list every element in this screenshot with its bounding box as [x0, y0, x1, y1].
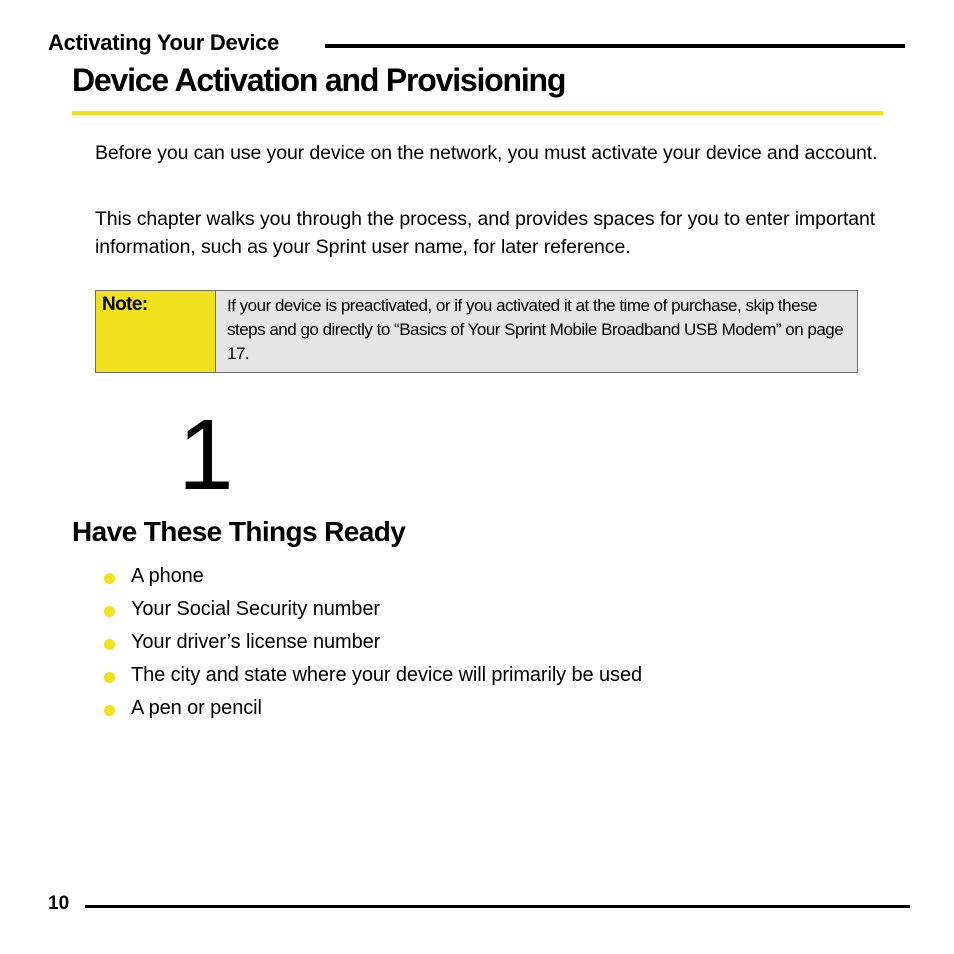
bullet-dot-icon: [104, 672, 115, 683]
page-number: 10: [48, 893, 70, 914]
list-item-text: A pen or pencil: [131, 697, 262, 719]
list-item: [104, 692, 642, 725]
running-header: Activating Your Device: [48, 30, 279, 55]
intro-paragraph-2: This chapter walks you through the process, and provides spaces for you to enter important information, such as your Sprint user name, for later reference.: [95, 208, 876, 258]
list-item-text: A phone: [131, 565, 204, 587]
note-box: [95, 290, 858, 373]
bullet-dot-icon: [104, 639, 115, 650]
header-rule: [325, 44, 905, 48]
footer-rule: [85, 905, 910, 908]
intro-paragraph-1: Before you can use your device on the network, you must activate your device and account.: [95, 142, 878, 164]
list-item: [104, 626, 642, 659]
ready-checklist: [104, 560, 642, 725]
page-title: Device Activation and Provisioning: [72, 62, 566, 98]
list-item: [104, 560, 642, 593]
bullet-dot-icon: [104, 573, 115, 584]
list-item-text: The city and state where your device will primarily be used: [131, 664, 642, 686]
bullet-dot-icon: [104, 606, 115, 617]
title-underline: [72, 111, 883, 115]
note-text: If your device is preactivated, or if you activated it at the time of purchase, skip these steps and go directly to “Basics of Your Sprint Mobile Broadband USB Modem” on page 17.: [227, 296, 844, 363]
note-text-cell: [216, 291, 857, 372]
note-label: Note:: [102, 294, 148, 315]
list-item: [104, 659, 642, 692]
step-number: 1: [178, 399, 234, 511]
bullet-dot-icon: [104, 705, 115, 716]
note-label-cell: [96, 291, 216, 372]
list-item: [104, 593, 642, 626]
list-item-text: Your driver’s license number: [131, 631, 381, 653]
list-item-text: Your Social Security number: [131, 598, 380, 620]
section-heading: Have These Things Ready: [72, 516, 406, 547]
